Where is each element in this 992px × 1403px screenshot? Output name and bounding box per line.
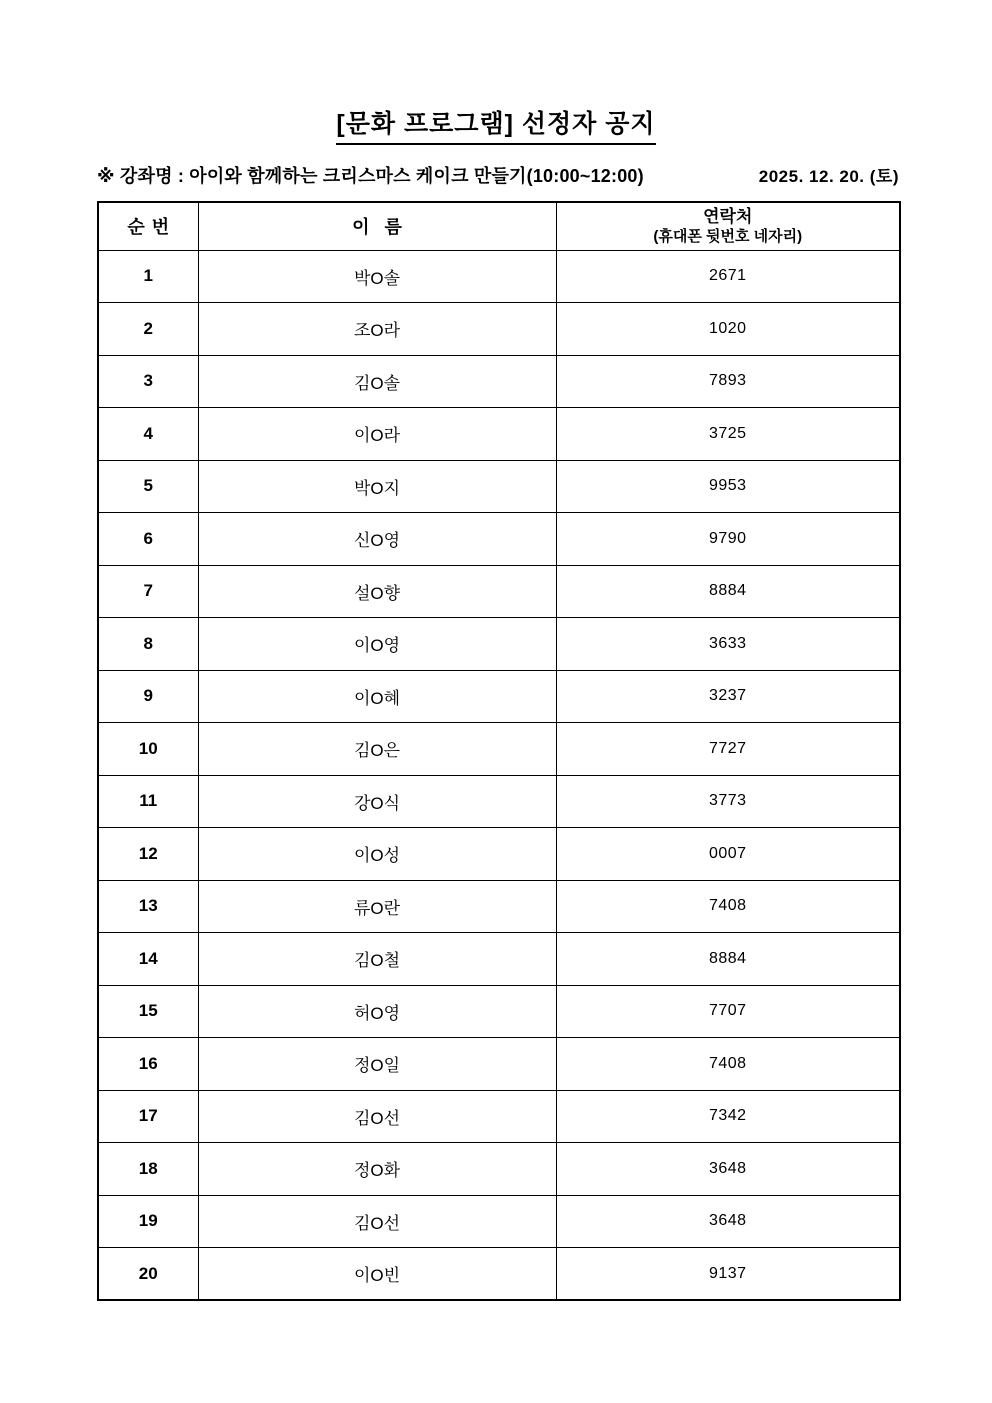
table-header [98, 202, 900, 250]
cell-no: 11 [98, 775, 198, 828]
course-name-label: ※ 강좌명 : 아이와 함께하는 크리스마스 케이크 만들기(10:00~12:00) [97, 166, 644, 186]
cell-no: 15 [98, 985, 198, 1038]
cell-name: 김O철 [198, 933, 556, 986]
table-row [98, 460, 900, 513]
cell-no: 20 [98, 1248, 198, 1301]
table-row [98, 670, 900, 723]
cell-name: 박O솔 [198, 250, 556, 303]
cell-no: 7 [98, 565, 198, 618]
course-info-row [97, 162, 899, 188]
cell-name: 정O화 [198, 1143, 556, 1196]
table-row [98, 828, 900, 881]
table-row [98, 775, 900, 828]
table-row [98, 1195, 900, 1248]
header-contact-subtitle: (휴대폰 뒷번호 네자리) [653, 227, 803, 245]
cell-name: 이O라 [198, 408, 556, 461]
cell-contact: 7408 [556, 880, 900, 933]
table-row [98, 1090, 900, 1143]
cell-contact: 7342 [556, 1090, 900, 1143]
cell-name: 신O영 [198, 513, 556, 566]
selection-table [97, 201, 901, 1301]
cell-no: 14 [98, 933, 198, 986]
header-name: 이 름 [198, 202, 556, 250]
cell-no: 16 [98, 1038, 198, 1091]
cell-contact: 3237 [556, 670, 900, 723]
table-body [98, 250, 900, 1300]
table-row [98, 880, 900, 933]
cell-no: 9 [98, 670, 198, 723]
cell-no: 19 [98, 1195, 198, 1248]
header-contact [556, 202, 900, 250]
table-row [98, 1038, 900, 1091]
event-date: 2025. 12. 20. (토) [758, 167, 899, 186]
table-row [98, 565, 900, 618]
cell-name: 이O영 [198, 618, 556, 671]
cell-no: 18 [98, 1143, 198, 1196]
header-no: 순 번 [98, 202, 198, 250]
cell-no: 1 [98, 250, 198, 303]
cell-contact: 1020 [556, 303, 900, 356]
cell-no: 3 [98, 355, 198, 408]
cell-contact: 9790 [556, 513, 900, 566]
table-row [98, 1143, 900, 1196]
cell-name: 강O식 [198, 775, 556, 828]
cell-contact: 7408 [556, 1038, 900, 1091]
table-row [98, 985, 900, 1038]
cell-contact: 8884 [556, 565, 900, 618]
cell-contact: 3648 [556, 1195, 900, 1248]
cell-name: 설O향 [198, 565, 556, 618]
cell-no: 17 [98, 1090, 198, 1143]
cell-contact: 3773 [556, 775, 900, 828]
cell-contact: 3648 [556, 1143, 900, 1196]
cell-name: 이O성 [198, 828, 556, 881]
cell-no: 13 [98, 880, 198, 933]
cell-name: 류O란 [198, 880, 556, 933]
header-contact-title: 연락처 [703, 207, 753, 227]
cell-no: 12 [98, 828, 198, 881]
table-row [98, 303, 900, 356]
table-row [98, 355, 900, 408]
cell-contact: 2671 [556, 250, 900, 303]
cell-name: 김O선 [198, 1090, 556, 1143]
page-title-text: [문화 프로그램] 선정자 공지 [336, 104, 655, 145]
cell-name: 김O선 [198, 1195, 556, 1248]
cell-contact: 8884 [556, 933, 900, 986]
cell-contact: 7727 [556, 723, 900, 776]
page-title [0, 0, 992, 145]
cell-name: 이O빈 [198, 1248, 556, 1301]
cell-contact: 0007 [556, 828, 900, 881]
cell-no: 6 [98, 513, 198, 566]
cell-name: 김O솔 [198, 355, 556, 408]
table-row [98, 250, 900, 303]
table-row [98, 513, 900, 566]
cell-no: 2 [98, 303, 198, 356]
table-row [98, 723, 900, 776]
table-row [98, 933, 900, 986]
cell-no: 4 [98, 408, 198, 461]
cell-contact: 9137 [556, 1248, 900, 1301]
cell-name: 정O일 [198, 1038, 556, 1091]
cell-name: 박O지 [198, 460, 556, 513]
cell-contact: 3725 [556, 408, 900, 461]
header-row [98, 202, 900, 250]
cell-no: 8 [98, 618, 198, 671]
cell-no: 10 [98, 723, 198, 776]
table-row [98, 408, 900, 461]
cell-name: 이O혜 [198, 670, 556, 723]
cell-name: 허O영 [198, 985, 556, 1038]
cell-contact: 9953 [556, 460, 900, 513]
cell-contact: 7893 [556, 355, 900, 408]
cell-name: 김O은 [198, 723, 556, 776]
cell-no: 5 [98, 460, 198, 513]
table-row [98, 618, 900, 671]
table-row [98, 1248, 900, 1301]
cell-contact: 3633 [556, 618, 900, 671]
cell-name: 조O라 [198, 303, 556, 356]
cell-contact: 7707 [556, 985, 900, 1038]
